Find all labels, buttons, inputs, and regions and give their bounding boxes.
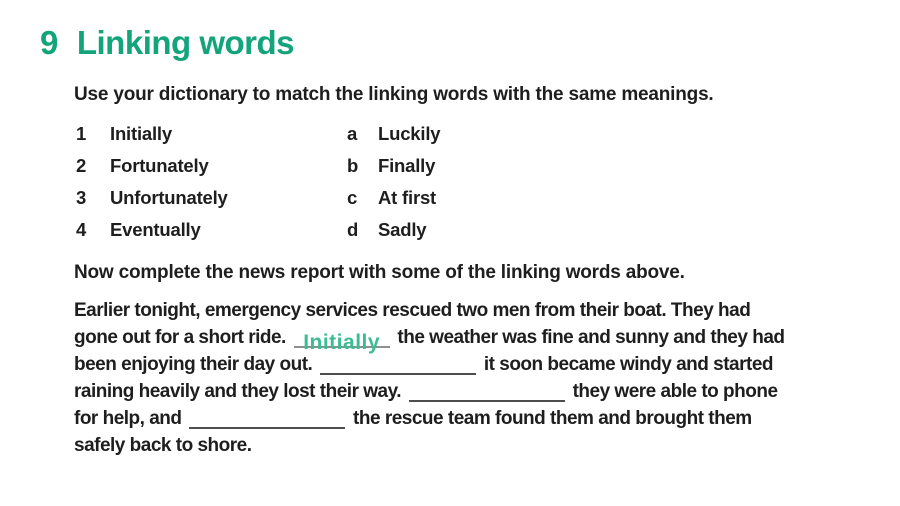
report-text: they were able to phone [567, 381, 778, 402]
report-text: the rescue team found them and brought them [348, 408, 752, 429]
answer-blank[interactable] [320, 355, 476, 375]
answer-blank-filled[interactable] [294, 328, 390, 354]
report-text: safely back to shore. [74, 435, 252, 456]
match-option-word: Sadly [378, 219, 427, 240]
match-item-word: Eventually [110, 219, 201, 240]
report-text: it soon became windy and started [479, 354, 773, 375]
report-line [74, 351, 900, 378]
report-instruction: Now complete the news report with some of the linking words above. [74, 262, 685, 283]
match-item-number: 2 [76, 155, 87, 176]
match-item-word: Fortunately [110, 155, 209, 176]
report-text: Earlier tonight, emergency services rescued two men from their boat. They had [74, 300, 751, 321]
match-option-letter: c [347, 187, 358, 208]
match-option-letter: a [347, 123, 358, 144]
report-text: the weather was fine and sunny and they had [392, 327, 785, 348]
report-line [74, 297, 900, 324]
match-item-word: Initially [110, 123, 172, 144]
match-item-word: Unfortunately [110, 187, 228, 208]
match-item-number: 1 [76, 123, 87, 144]
match-item-number: 4 [76, 219, 87, 240]
answer-blank[interactable] [189, 409, 345, 429]
section-number: 9 [40, 24, 58, 61]
report-text: for help, and [74, 408, 187, 429]
match-option-word: At first [378, 187, 437, 208]
match-option-word: Luckily [378, 123, 441, 144]
section-heading [40, 24, 900, 62]
report-text: raining heavily and they lost their way. [74, 381, 406, 402]
report-line [74, 324, 900, 354]
news-report [74, 297, 900, 459]
answer-blank[interactable] [409, 382, 565, 402]
match-option-letter: b [347, 155, 359, 176]
report-line [74, 432, 900, 459]
handwritten-answer: Initially [303, 331, 381, 354]
matching-exercise [76, 118, 900, 246]
matching-instruction: Use your dictionary to match the linking words with the same meanings. [74, 84, 714, 105]
report-text: been enjoying their day out. [74, 354, 318, 375]
report-line [74, 405, 900, 432]
match-option-letter: d [347, 219, 359, 240]
report-line [74, 378, 900, 405]
section-title: Linking words [76, 24, 295, 61]
match-item-number: 3 [76, 187, 87, 208]
report-text: gone out for a short ride. [74, 327, 291, 348]
match-option-word: Finally [378, 155, 436, 176]
